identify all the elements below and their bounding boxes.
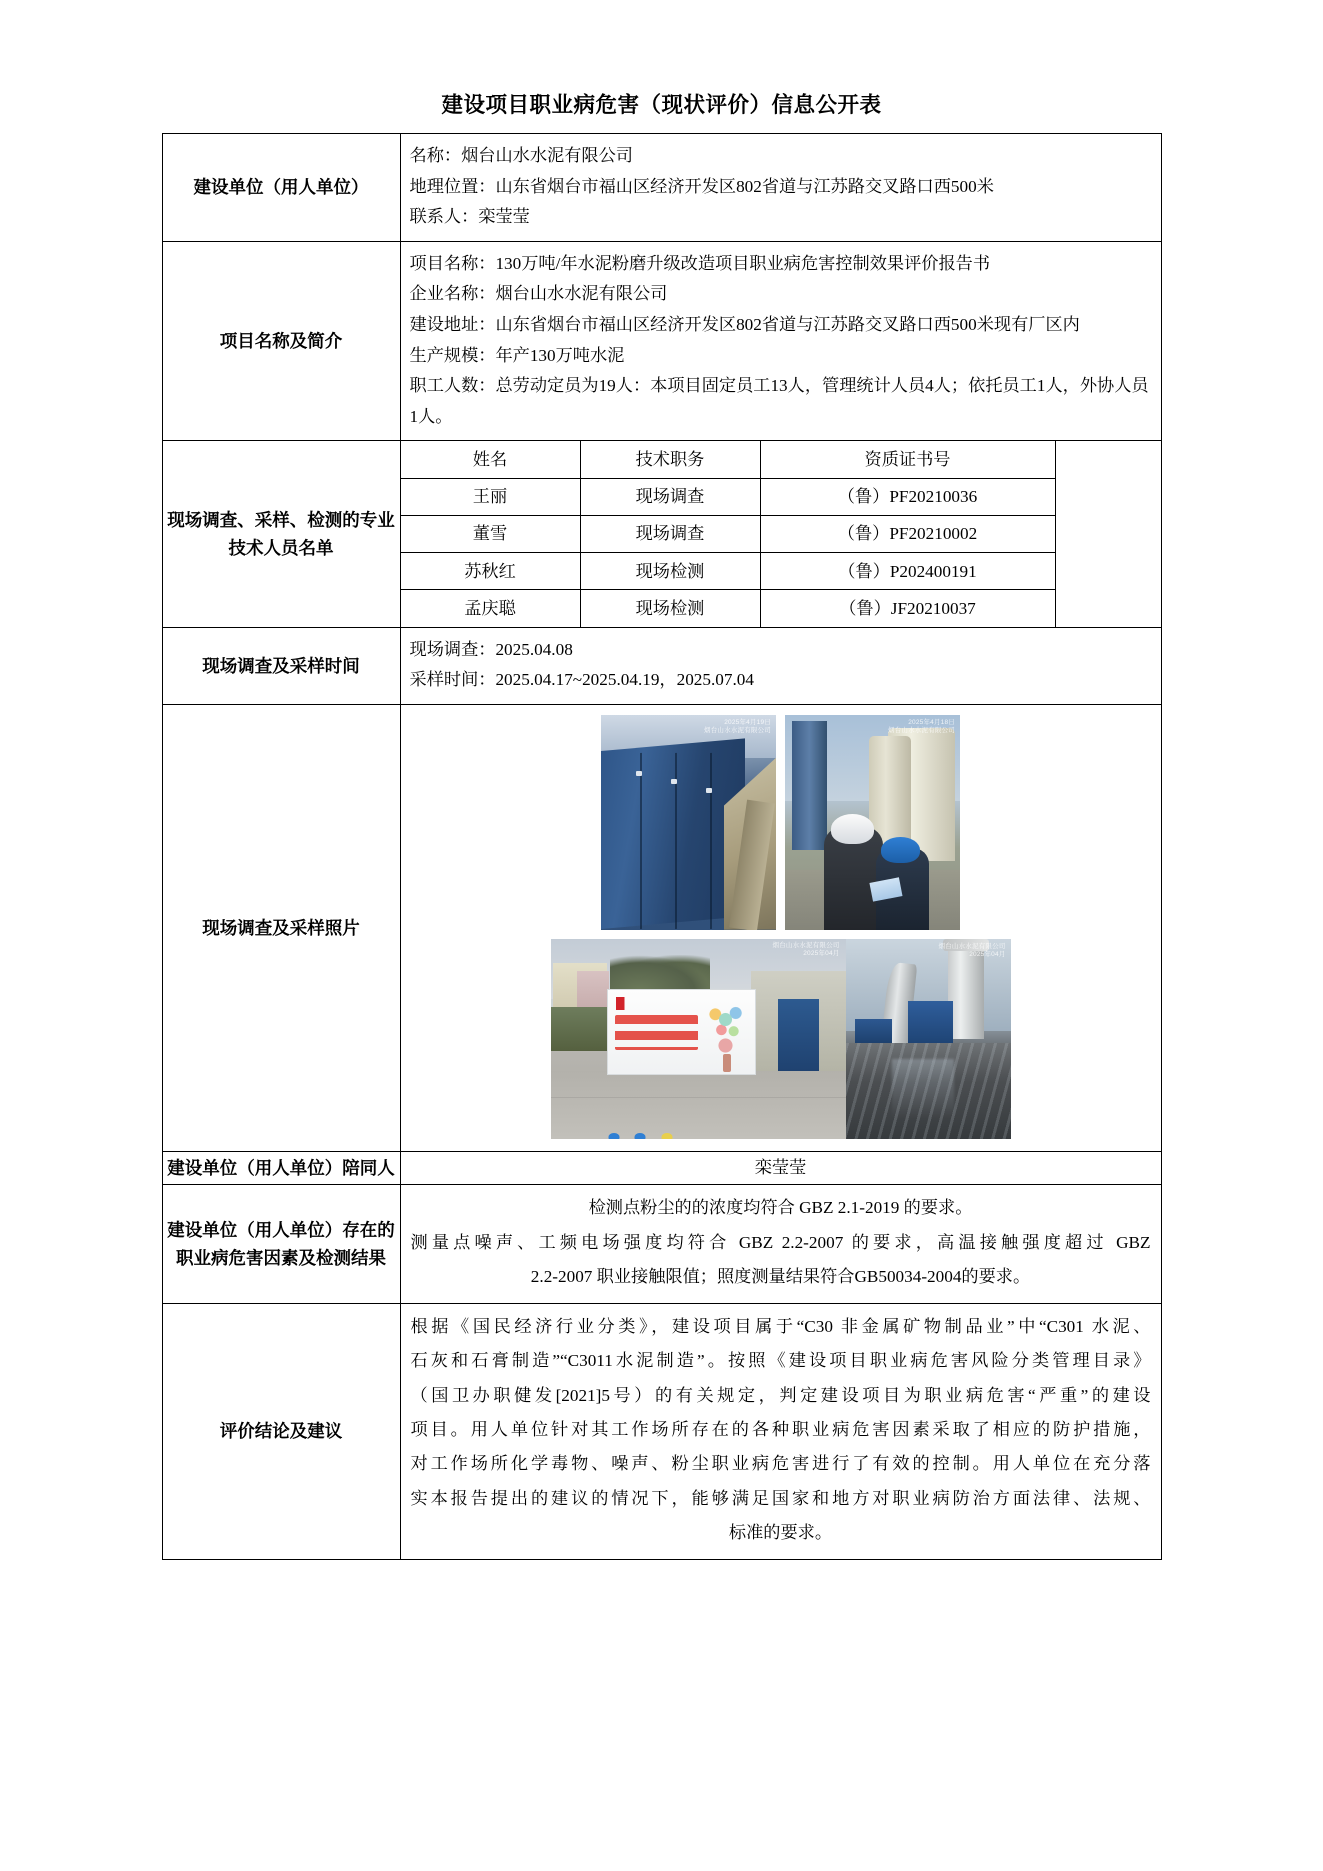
photo3-helmet <box>635 1133 646 1139</box>
conclusion-line: 对工作场所化学毒物、噪声、粉尘职业病危害进行了有效的控制。用人单位在充分落 <box>410 1454 1151 1474</box>
project-scale-line: 生产规模：年产130万吨水泥 <box>409 345 625 365</box>
hazards-line: 测量点噪声、工频电场强度均符合 GBZ 2.2-2007 的要求，高温接触强度超过 GBZ <box>410 1232 1151 1252</box>
staff-col-cert: 资质证书号 <box>760 441 1055 478</box>
photo1-cap <box>636 771 642 776</box>
photo-gallery <box>401 705 1161 1151</box>
conclusion-line: 项目。用人单位针对其工作场所存在的各种职业病危害因素采取了相应的防护措施， <box>410 1419 1151 1439</box>
staff-table-header-row <box>401 441 1161 478</box>
staff-spacer <box>1055 515 1161 552</box>
conclusion-line: 石灰和石膏制造”“C3011水泥制造”。按照《建设项目职业病危害风险分类管理目录》 <box>410 1351 1151 1371</box>
table-row-accompanier <box>162 1151 1161 1185</box>
photo1-ridge <box>640 753 642 929</box>
photo-baghouse-filter <box>601 715 776 930</box>
table-row-staff <box>162 441 1161 627</box>
row-label-photos: 现场调查及采样照片 <box>162 704 400 1151</box>
table-row-conclusion <box>162 1303 1161 1559</box>
page-title: 建设项目职业病危害（现状评价）信息公开表 <box>441 93 882 117</box>
photo-team-at-banner <box>551 939 846 1139</box>
staff-cert: （鲁）PF20210036 <box>760 478 1055 515</box>
photo3-helmet <box>662 1133 673 1139</box>
photo-row-top <box>601 715 960 930</box>
photo3-blue-structure <box>778 999 819 1071</box>
employer-details <box>401 134 1161 241</box>
row-value-staff <box>400 441 1161 627</box>
hazards-line: 2.2-2007 职业接触限值；照度测量结果符合GB50034-2004的要求。 <box>530 1267 1031 1287</box>
row-label-accompanier: 建设单位（用人单位）陪同人 <box>162 1151 400 1185</box>
staff-role: 现场检测 <box>580 553 760 590</box>
photo3-timestamp-watermark: 烟台山水水泥有限公司 2025年04月 <box>772 941 840 958</box>
table-row-project <box>162 241 1161 441</box>
employer-contact-line: 联系人：栾莹莹 <box>409 207 530 227</box>
hazards-paragraph <box>401 1185 1161 1302</box>
survey-time-details <box>401 628 1161 704</box>
row-value-project <box>400 241 1161 441</box>
hazards-line: 检测点粉尘的的浓度均符合 GBZ 2.1-2019 的要求。 <box>588 1198 973 1218</box>
staff-spacer <box>1055 553 1161 590</box>
conclusion-paragraph <box>401 1304 1161 1559</box>
row-value-survey-time <box>400 627 1161 704</box>
staff-role: 现场检测 <box>580 590 760 627</box>
photo3-banner-trunk <box>723 1054 732 1072</box>
staff-role: 现场调查 <box>580 478 760 515</box>
photo-row-bottom <box>551 939 1011 1139</box>
conclusion-line: （国卫办职健发[2021]5号）的有关规定，判定建设项目为职业病危害“严重”的建设 <box>410 1385 1151 1405</box>
employer-name-line: 名称：烟台山水水泥有限公司 <box>409 146 633 165</box>
photo2-blue-helmet <box>881 837 920 863</box>
photo4-blue-equipment <box>908 1001 953 1045</box>
table-row <box>401 478 1161 515</box>
table-row-survey-time <box>162 627 1161 704</box>
photo3-banner <box>607 989 757 1075</box>
table-row <box>401 590 1161 627</box>
photo3-company-logo <box>616 997 654 1010</box>
photo2-tower <box>792 721 827 850</box>
photo2-white-helmet <box>831 814 875 844</box>
project-headcount-line: 职工人数：总劳动定员为19人：本项目固定员工13人，管理统计人员4人；依托员工1人，外协人员1人。 <box>409 376 1149 426</box>
project-details <box>401 242 1161 441</box>
photo3-helmet <box>608 1133 619 1139</box>
staff-name: 孟庆聪 <box>401 590 581 627</box>
photo3-shrubs <box>551 1007 607 1051</box>
staff-name: 苏秋红 <box>401 553 581 590</box>
staff-col-spacer <box>1055 441 1161 478</box>
row-label-survey-time: 现场调查及采样时间 <box>162 627 400 704</box>
staff-table <box>401 441 1161 626</box>
conclusion-line: 标准的要求。 <box>728 1523 833 1543</box>
photo2-timestamp-watermark: 2025年4月18日 烟台山水水泥有限公司 <box>888 718 955 735</box>
table-row <box>401 515 1161 552</box>
row-label-employer: 建设单位（用人单位） <box>162 134 400 242</box>
staff-spacer <box>1055 590 1161 627</box>
conclusion-line: 根据《国民经济行业分类》，建设项目属于“C30 非金属矿物制品业”中“C301 水泥、 <box>410 1316 1151 1336</box>
photo4-timestamp-watermark: 烟台山水水泥有限公司 2025年04月 <box>938 942 1006 959</box>
photo1-cap <box>706 788 712 793</box>
staff-cert: （鲁）JF20210037 <box>760 590 1055 627</box>
staff-cert: （鲁）P202400191 <box>760 553 1055 590</box>
staff-col-role: 技术职务 <box>580 441 760 478</box>
project-name-line: 项目名称：130万吨/年水泥粉磨升级改造项目职业病危害控制效果评价报告书 <box>409 253 991 273</box>
site-survey-date-line: 现场调查：2025.04.08 <box>409 639 573 659</box>
accompanier-value: 栾莹莹 <box>400 1151 1161 1185</box>
project-address-line: 建设地址：山东省烟台市福山区经济开发区802省道与江苏路交叉路口西500米现有厂区内 <box>409 315 1080 335</box>
staff-col-name: 姓名 <box>401 441 581 478</box>
row-label-conclusion: 评价结论及建议 <box>162 1303 400 1559</box>
staff-role: 现场调查 <box>580 515 760 552</box>
project-company-line: 企业名称：烟台山水水泥有限公司 <box>409 284 668 304</box>
row-label-hazards: 建设单位（用人单位）存在的职业病危害因素及检测结果 <box>162 1185 400 1303</box>
photo-stack-and-duct <box>846 939 1011 1139</box>
photo3-banner-slogan <box>615 1015 698 1050</box>
staff-spacer <box>1055 478 1161 515</box>
staff-name: 董雪 <box>401 515 581 552</box>
row-value-conclusion <box>400 1303 1161 1559</box>
conclusion-line: 实本报告提出的建议的情况下，能够满足国家和地方对职业病防治方面法律、法规、 <box>410 1488 1151 1508</box>
row-value-employer <box>400 134 1161 242</box>
sampling-date-line: 采样时间：2025.04.17~2025.04.19，2025.07.04 <box>409 670 754 690</box>
table-row <box>401 553 1161 590</box>
table-row-photos <box>162 704 1161 1151</box>
photo3-ground <box>551 1071 846 1139</box>
row-value-photos <box>400 704 1161 1151</box>
employer-location-line: 地理位置：山东省烟台市福山区经济开发区802省道与江苏路交叉路口西500米 <box>409 176 994 196</box>
staff-name: 王丽 <box>401 478 581 515</box>
staff-cert: （鲁）PF20210002 <box>760 515 1055 552</box>
photo-workers-inspection <box>785 715 960 930</box>
photo4-reflection <box>892 1059 955 1119</box>
table-row-hazards <box>162 1185 1161 1303</box>
photo1-cap <box>671 779 677 784</box>
row-value-hazards <box>400 1185 1161 1303</box>
photo1-filter-body <box>601 739 745 930</box>
information-disclosure-table <box>162 133 1162 1560</box>
table-row-employer <box>162 134 1161 242</box>
photo1-ridge <box>710 753 712 929</box>
row-label-project: 项目名称及简介 <box>162 241 400 441</box>
row-label-staff: 现场调查、采样、检测的专业技术人员名单 <box>162 441 400 627</box>
photo1-timestamp-watermark: 2025年4月19日 烟台山水水泥有限公司 <box>704 718 771 735</box>
